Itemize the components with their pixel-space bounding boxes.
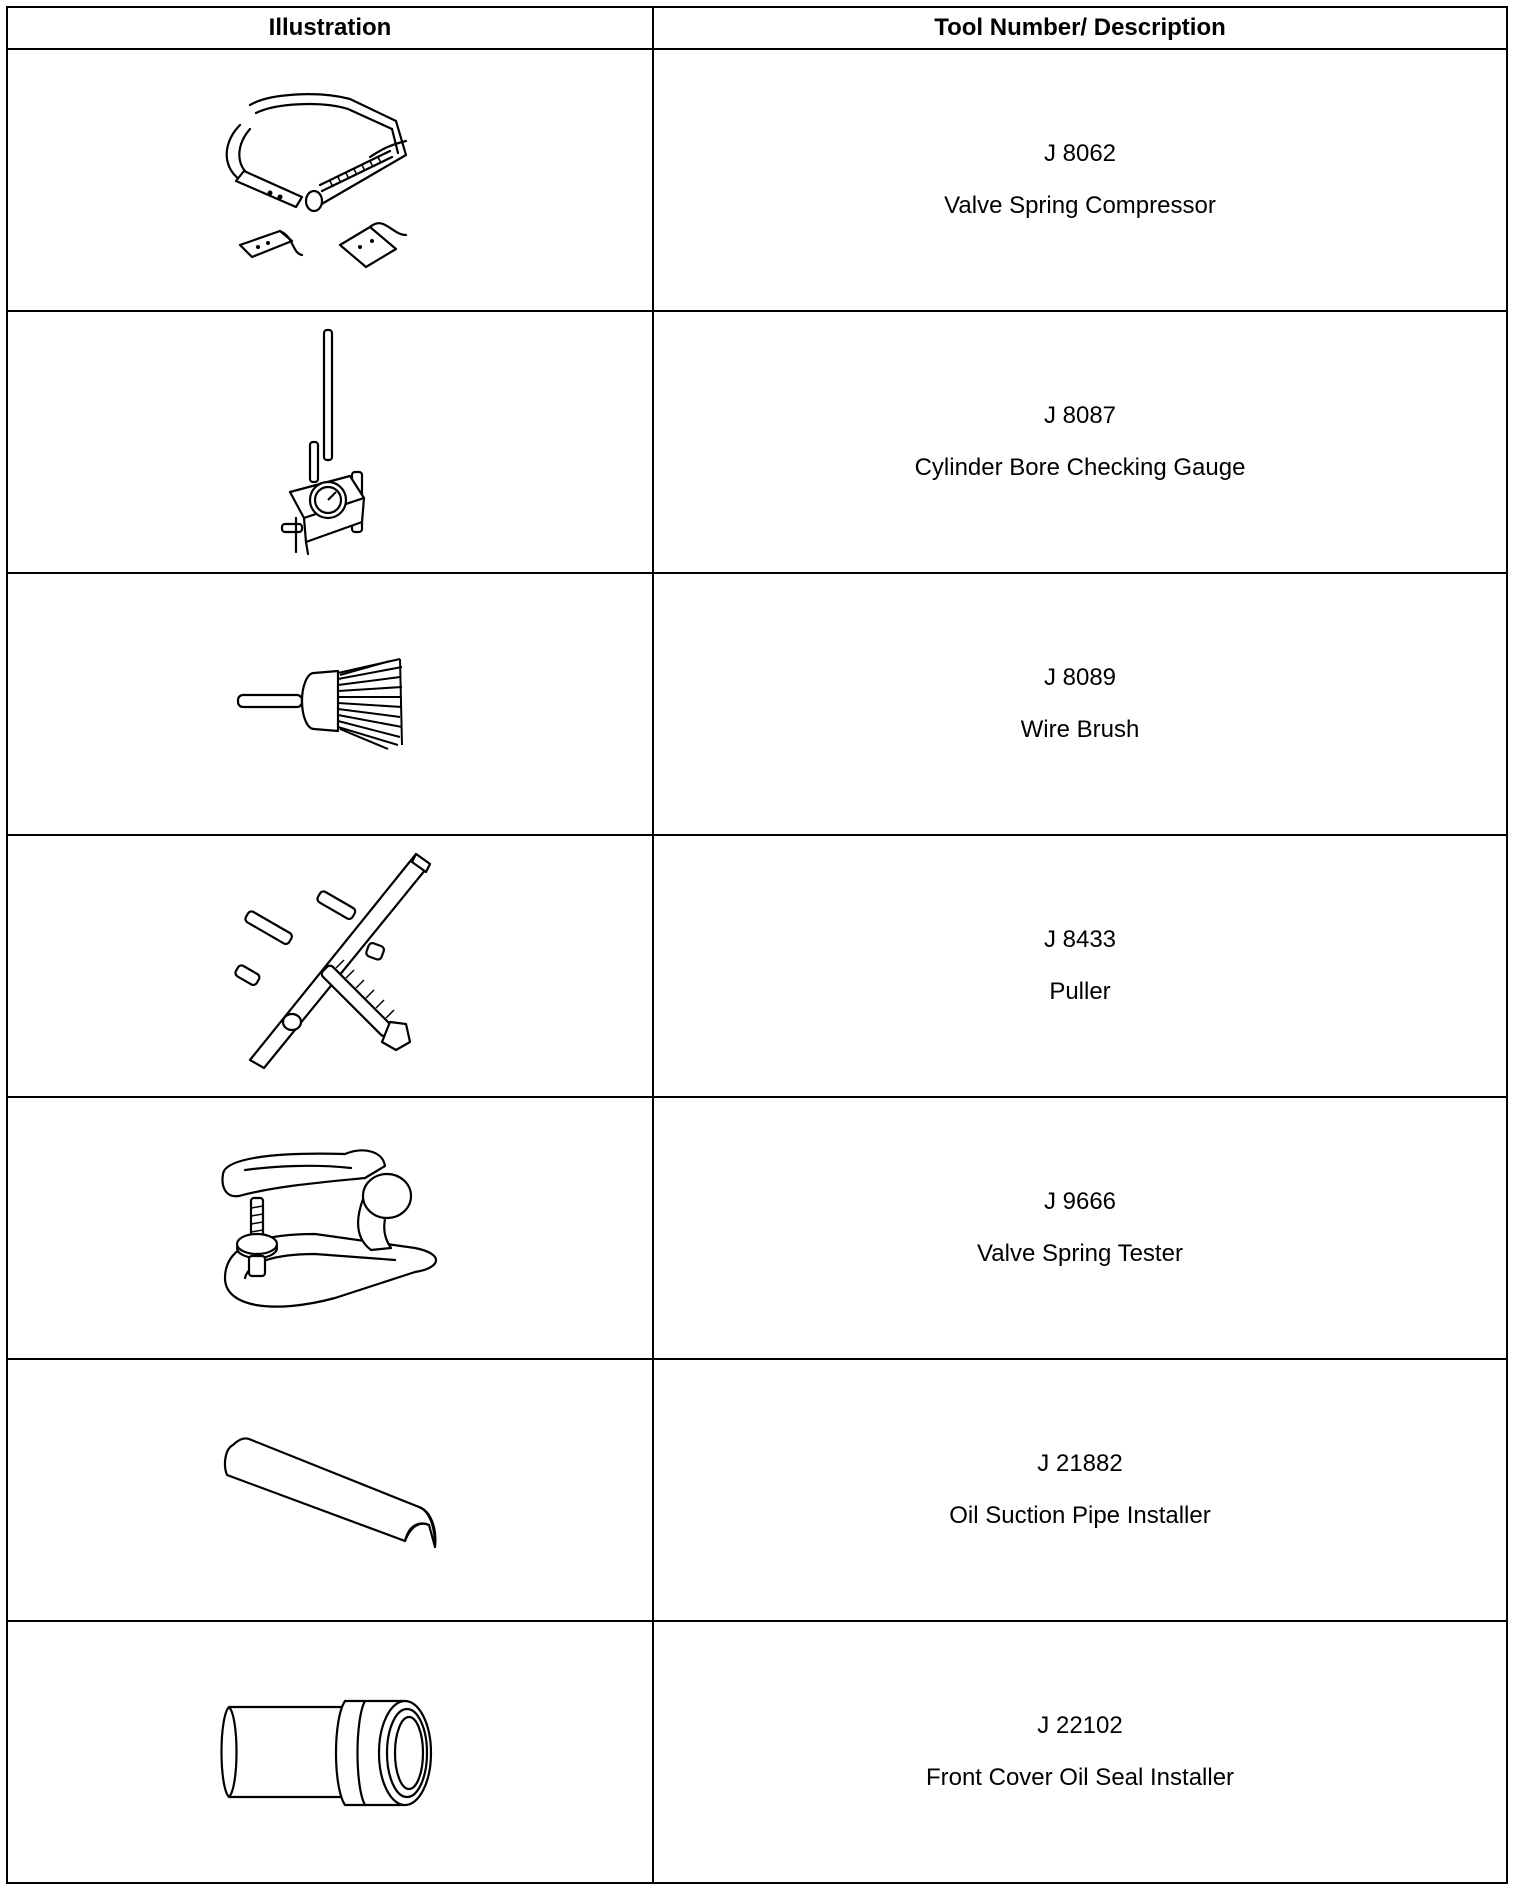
illustration-cell xyxy=(7,1359,653,1621)
tool-number: J 8433 xyxy=(1043,926,1117,953)
tool-number: J 9666 xyxy=(1043,1188,1117,1215)
table-row xyxy=(7,311,1507,573)
puller-icon xyxy=(210,846,450,1086)
illustration-cell xyxy=(7,49,653,311)
tool-name: Puller xyxy=(1049,978,1111,1005)
description-cell xyxy=(653,49,1507,311)
header-illustration: Illustration xyxy=(7,7,653,49)
tool-number: J 8089 xyxy=(1043,664,1117,691)
illustration-cell xyxy=(7,835,653,1097)
description-cell xyxy=(653,1097,1507,1359)
table-row xyxy=(7,1097,1507,1359)
table-row xyxy=(7,573,1507,835)
valve-spring-tester-icon xyxy=(215,1138,445,1318)
tool-name: Oil Suction Pipe Installer xyxy=(949,1502,1211,1529)
tool-number: J 21882 xyxy=(1037,1450,1123,1477)
description-cell xyxy=(653,835,1507,1097)
table-row xyxy=(7,1621,1507,1883)
oil-suction-pipe-installer-icon xyxy=(215,1425,445,1555)
tool-number: J 22102 xyxy=(1037,1712,1123,1739)
tool-name: Wire Brush xyxy=(1020,716,1140,743)
tool-number: J 8087 xyxy=(1043,402,1117,429)
cylinder-bore-gauge-icon xyxy=(270,322,390,562)
tool-name: Valve Spring Tester xyxy=(977,1240,1183,1267)
illustration-cell xyxy=(7,1097,653,1359)
tool-name: Front Cover Oil Seal Installer xyxy=(925,1764,1235,1791)
illustration-cell xyxy=(7,573,653,835)
description-cell xyxy=(653,311,1507,573)
header-tool-description: Tool Number/ Description xyxy=(653,7,1507,49)
tool-name: Valve Spring Compressor xyxy=(944,192,1216,219)
header-row xyxy=(7,7,1507,49)
tool-name: Cylinder Bore Checking Gauge xyxy=(914,454,1246,481)
tool-number: J 8062 xyxy=(1043,140,1117,167)
table-row xyxy=(7,1359,1507,1621)
valve-spring-compressor-icon xyxy=(210,85,450,275)
description-cell xyxy=(653,1621,1507,1883)
description-cell xyxy=(653,1359,1507,1621)
illustration-cell xyxy=(7,1621,653,1883)
special-tools-table xyxy=(6,6,1508,1884)
table-row xyxy=(7,49,1507,311)
wire-brush-icon xyxy=(230,649,430,759)
front-cover-seal-installer-icon xyxy=(215,1687,445,1817)
description-cell xyxy=(653,573,1507,835)
illustration-cell xyxy=(7,311,653,573)
table-row xyxy=(7,835,1507,1097)
